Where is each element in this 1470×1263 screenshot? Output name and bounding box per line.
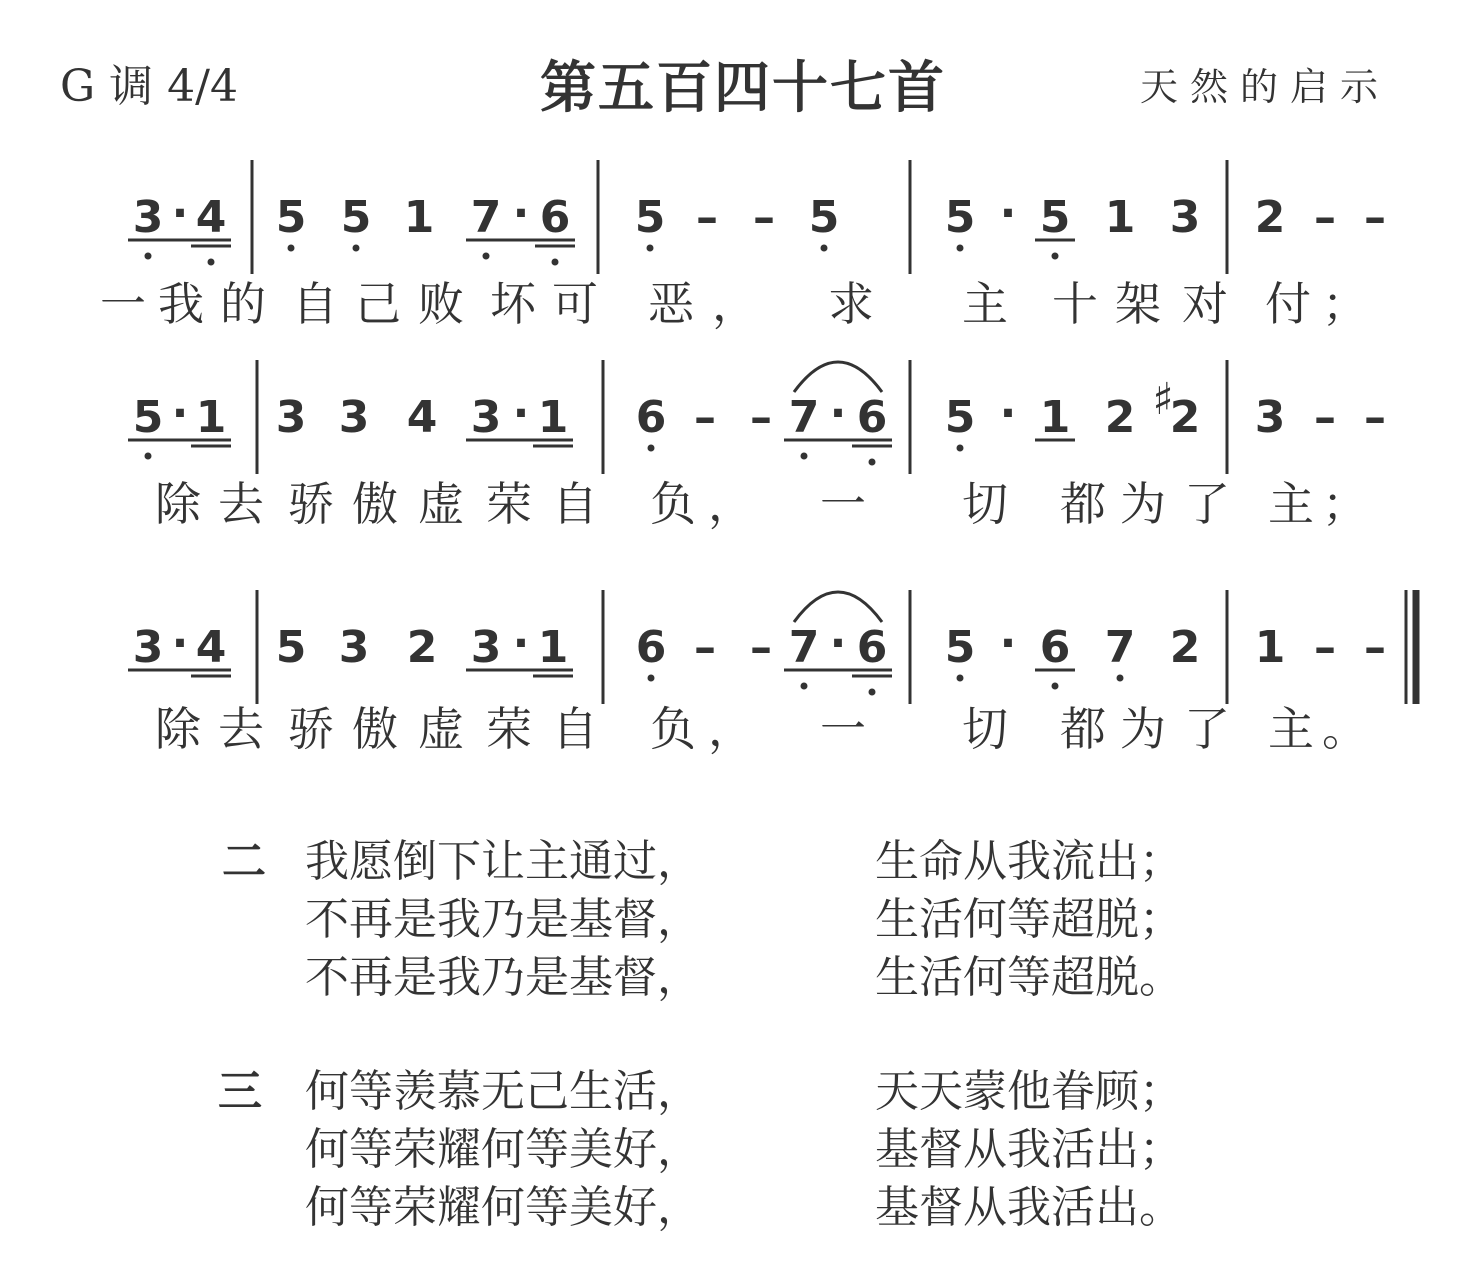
verse-line-second-half: 天天蒙他眷顾； — [875, 1066, 1183, 1117]
note-digit: 3 — [132, 192, 164, 243]
lyric-char: 都 — [1060, 477, 1106, 531]
lyric-char: 除 — [155, 702, 201, 756]
dot-duration: · — [999, 618, 1017, 669]
sustain-dash: – — [753, 192, 775, 243]
octave-dot-below — [647, 245, 654, 252]
sustain-dash: – — [694, 392, 716, 443]
note-digit: 5 — [944, 192, 976, 243]
dot-duration: · — [999, 188, 1017, 239]
lyric-char: 己 — [355, 277, 401, 331]
note-digit: 7 — [470, 192, 502, 243]
note-digit: 4 — [195, 192, 227, 243]
note-digit: 3 — [470, 622, 502, 673]
note-digit: 3 — [1169, 192, 1201, 243]
octave-dot-below — [288, 245, 295, 252]
lyric-char: 虚 — [418, 477, 464, 531]
lyric-char: ， — [708, 702, 754, 756]
lyric-char: ， — [708, 477, 754, 531]
lyric-char: 负 — [650, 702, 696, 756]
lyric-char: 负 — [650, 477, 696, 531]
note-digit: 3 — [275, 392, 307, 443]
lyric-char: 骄 — [288, 477, 334, 531]
lyric-char: 主 — [1268, 702, 1314, 756]
verse-line-first-half: 不再是我乃是基督， — [305, 952, 701, 1003]
note-digit: 5 — [275, 622, 307, 673]
verse-line-first-half: 何等荣耀何等美好， — [305, 1182, 701, 1233]
note-digit: 5 — [808, 192, 840, 243]
octave-dot-below — [145, 453, 152, 460]
octave-dot-below — [648, 445, 655, 452]
lyric-char: 我 — [158, 277, 204, 331]
note-digit: 4 — [195, 622, 227, 673]
sustain-dash: – — [1314, 622, 1336, 673]
lyric-char: 一 — [820, 477, 866, 531]
key-signature: G 调 4/4 — [60, 61, 238, 112]
sharp-sign: ♯ — [1152, 374, 1174, 425]
verse-line-second-half: 生命从我流出； — [875, 836, 1183, 887]
octave-dot-below — [145, 253, 152, 260]
note-digit: 2 — [1254, 192, 1286, 243]
lyric-char: 了 — [1184, 702, 1230, 756]
lyric-char: 恶 — [648, 277, 694, 331]
octave-dot-below — [483, 253, 490, 260]
octave-dot-below — [648, 675, 655, 682]
lyric-char: 的 — [220, 277, 266, 331]
note-digit: 2 — [406, 622, 438, 673]
hymn-title: 第五百四十七首 — [540, 56, 946, 121]
note-digit: 2 — [1169, 392, 1201, 443]
lyric-char: 一 — [820, 702, 866, 756]
sustain-dash: – — [1314, 392, 1336, 443]
lyric-char: 傲 — [352, 477, 398, 531]
lyric-char: ； — [1322, 277, 1368, 331]
note-digit: 1 — [1039, 392, 1071, 443]
lyric-char: 切 — [962, 702, 1008, 756]
lyric-char: 为 — [1120, 477, 1166, 531]
verse-line-second-half: 基督从我活出； — [875, 1124, 1183, 1175]
octave-dot-below — [1052, 253, 1059, 260]
verse-line-first-half: 何等荣耀何等美好， — [305, 1124, 701, 1175]
lyric-char: ， — [712, 277, 758, 331]
octave-dot-below — [353, 245, 360, 252]
verse-number: 三 — [218, 1066, 262, 1117]
lyric-char: 自 — [292, 277, 338, 331]
verse-line-second-half: 基督从我活出。 — [875, 1182, 1183, 1233]
sustain-dash: – — [1314, 192, 1336, 243]
lyric-char: 自 — [552, 477, 598, 531]
note-digit: 6 — [1039, 622, 1071, 673]
lyric-char: 十 — [1052, 277, 1098, 331]
note-digit: 4 — [406, 392, 438, 443]
dot-duration: · — [512, 188, 530, 239]
lyric-char: 都 — [1060, 702, 1106, 756]
note-digit: 2 — [1169, 622, 1201, 673]
lyric-char: 坏 — [490, 277, 536, 331]
hymn-subtitle: 天然的启示 — [1140, 65, 1391, 109]
note-digit: 6 — [635, 622, 667, 673]
dot-duration: · — [171, 188, 189, 239]
verse-line-first-half: 我愿倒下让主通过， — [305, 836, 701, 887]
lyric-char: 去 — [218, 702, 264, 756]
note-digit: 3 — [132, 622, 164, 673]
lyric-char: 付 — [1265, 277, 1311, 331]
octave-dot-below — [208, 259, 215, 266]
note-digit: 7 — [788, 622, 820, 673]
note-digit: 5 — [1039, 192, 1071, 243]
octave-dot-below — [869, 459, 876, 466]
sustain-dash: – — [750, 622, 772, 673]
note-digit: 2 — [1104, 392, 1136, 443]
sustain-dash: – — [694, 622, 716, 673]
note-digit: 7 — [788, 392, 820, 443]
note-digit: 1 — [403, 192, 435, 243]
note-digit: 1 — [1104, 192, 1136, 243]
note-digit: 5 — [944, 622, 976, 673]
note-digit: 3 — [338, 392, 370, 443]
note-digit: 6 — [539, 192, 571, 243]
lyric-char: 求 — [828, 277, 874, 331]
note-digit: 6 — [856, 392, 888, 443]
sustain-dash: – — [1364, 192, 1386, 243]
octave-dot-below — [821, 245, 828, 252]
octave-dot-below — [801, 683, 808, 690]
note-digit: 1 — [537, 622, 569, 673]
note-digit: 7 — [1104, 622, 1136, 673]
lyric-char: 可 — [552, 277, 598, 331]
dot-duration: · — [829, 388, 847, 439]
note-digit: 6 — [635, 392, 667, 443]
verse-line-first-half: 不再是我乃是基督， — [305, 894, 701, 945]
sustain-dash: – — [750, 392, 772, 443]
octave-dot-below — [801, 453, 808, 460]
lyric-char: 了 — [1184, 477, 1230, 531]
dot-duration: · — [512, 388, 530, 439]
lyric-char: 主 — [1268, 477, 1314, 531]
lyric-char: 傲 — [352, 702, 398, 756]
note-digit: 1 — [1254, 622, 1286, 673]
octave-dot-below — [1052, 683, 1059, 690]
lyric-char: 架 — [1115, 277, 1161, 331]
dot-duration: · — [171, 618, 189, 669]
note-digit: 5 — [944, 392, 976, 443]
note-digit: 5 — [132, 392, 164, 443]
octave-dot-below — [957, 445, 964, 452]
lyric-char: 切 — [962, 477, 1008, 531]
octave-dot-below — [1117, 675, 1124, 682]
octave-dot-below — [552, 259, 559, 266]
note-digit: 3 — [470, 392, 502, 443]
lyric-char: 对 — [1182, 277, 1228, 331]
note-digit: 3 — [1254, 392, 1286, 443]
octave-dot-below — [869, 689, 876, 696]
note-digit: 1 — [537, 392, 569, 443]
verse-line-second-half: 生活何等超脱； — [875, 894, 1183, 945]
sustain-dash: – — [1364, 622, 1386, 673]
lyric-char: 骄 — [288, 702, 334, 756]
note-digit: 3 — [338, 622, 370, 673]
lyric-char: 主 — [962, 277, 1008, 331]
octave-dot-below — [957, 245, 964, 252]
sustain-dash: – — [696, 192, 718, 243]
dot-duration: · — [999, 388, 1017, 439]
note-digit: 6 — [856, 622, 888, 673]
note-digit: 1 — [195, 392, 227, 443]
verse-line-first-half: 何等羡慕无己生活， — [305, 1066, 701, 1117]
octave-dot-below — [957, 675, 964, 682]
lyric-char: ； — [1322, 477, 1368, 531]
sustain-dash: – — [1364, 392, 1386, 443]
lyric-char: 除 — [155, 477, 201, 531]
lyric-char: 虚 — [418, 702, 464, 756]
lyric-char: 一 — [100, 277, 146, 331]
lyric-char: 自 — [552, 702, 598, 756]
dot-duration: · — [512, 618, 530, 669]
note-digit: 5 — [275, 192, 307, 243]
lyric-char: 荣 — [486, 477, 532, 531]
lyric-char: 。 — [1322, 702, 1368, 756]
note-digit: 5 — [340, 192, 372, 243]
lyric-char: 为 — [1120, 702, 1166, 756]
verse-number: 二 — [222, 836, 266, 887]
lyric-char: 荣 — [486, 702, 532, 756]
lyric-char: 去 — [218, 477, 264, 531]
note-digit: 5 — [634, 192, 666, 243]
verse-line-second-half: 生活何等超脱。 — [875, 952, 1183, 1003]
lyric-char: 败 — [418, 277, 464, 331]
dot-duration: · — [171, 388, 189, 439]
dot-duration: · — [829, 618, 847, 669]
